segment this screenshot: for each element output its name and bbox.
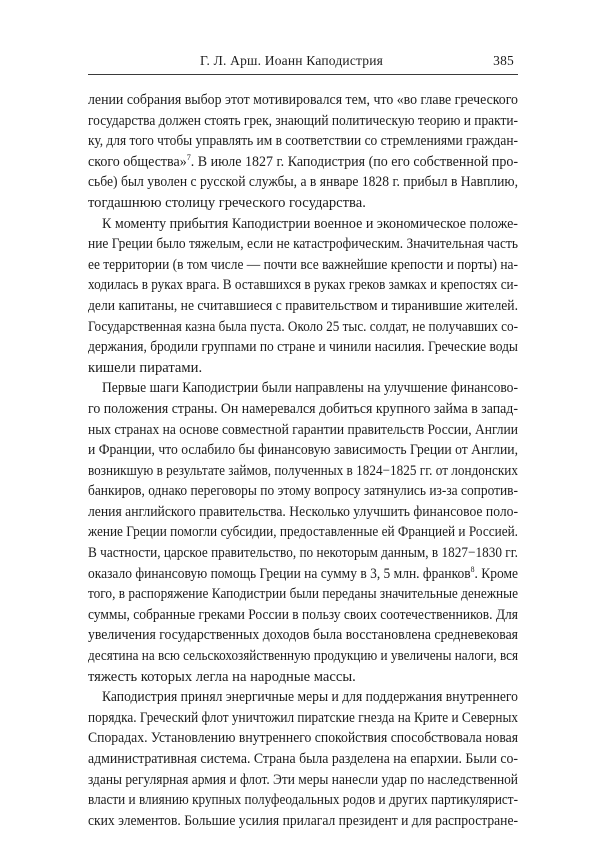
running-header (88, 52, 518, 75)
line-main-text: В частности, царское правительство, по некоторым данным, в 1827−1830 гг. (88, 545, 518, 562)
line-tail-text: . В июле 1827 г. Каподистрия (по его собственной про- (190, 153, 519, 170)
text-line (88, 790, 518, 811)
text-line (88, 111, 518, 132)
text-line (88, 275, 518, 296)
text-line (88, 749, 518, 770)
line-text (88, 481, 518, 502)
line-text (88, 708, 518, 729)
line-main-text: Спорадах. Установлению внутреннего спокойствия способствовала новая (88, 730, 519, 747)
text-line (88, 522, 518, 543)
line-main-text: ских элементов. Большие усилия прилагал президент и для распростране- (88, 812, 519, 829)
line-main-text: увеличения государственных доходов была восстановлена средневековая (88, 627, 519, 644)
line-text (88, 275, 518, 296)
text-line (88, 440, 518, 461)
line-main-text: оказало финансовую помощь Греции на сумму в 3, 5 млн. франков (88, 565, 471, 582)
line-main-text: государства должен стоять грек, знающий политическую теорию и практи- (88, 112, 518, 129)
line-main-text: ского общества» (88, 153, 187, 170)
line-text (88, 420, 518, 441)
page-number: 385 (493, 53, 514, 68)
line-main-text: кишели пиратами. (88, 359, 203, 376)
text-line (88, 502, 518, 523)
line-text (102, 687, 518, 708)
text-line (88, 461, 518, 482)
line-text (88, 317, 518, 338)
line-text (88, 152, 518, 173)
line-main-text: административная система. Страна была разделена на епархии. Были со- (88, 751, 519, 767)
line-main-text: ления английского правительства. Несколько улучшить финансовое поло- (88, 503, 519, 520)
line-text (88, 461, 518, 482)
line-text (88, 811, 518, 832)
footnote-marker: 8 (470, 563, 475, 574)
line-main-text: жение Греции помогли субсидии, предоставленные ей Францией и Россией. (88, 524, 518, 541)
line-main-text: банкиров, однако переговоры по этому вопросу затянулись из-за сопротив- (88, 483, 519, 500)
text-line (88, 420, 518, 441)
text-line (88, 337, 518, 358)
text-line (88, 584, 518, 605)
line-main-text: ние Греции было тяжелым, если не катастрофическим. Значительная часть (88, 236, 518, 253)
line-text (88, 502, 518, 523)
line-main-text: ку, для того чтобы управлять им в соответствии со стремлениями граждан- (88, 133, 519, 150)
line-text (88, 522, 518, 543)
line-text (88, 172, 518, 193)
line-main-text: ее территории (в том числе — почти все важнейшие крепости и порты) на- (88, 256, 518, 273)
line-text (88, 667, 356, 688)
line-text (88, 770, 518, 791)
text-line (88, 605, 518, 626)
line-text (88, 337, 518, 358)
text-line (88, 708, 518, 729)
text-line (88, 481, 518, 502)
running-title: Г. Л. Арш. Иоанн Каподистрия (200, 53, 384, 68)
text-line (88, 296, 518, 317)
line-text (88, 296, 518, 317)
line-text (102, 378, 518, 399)
line-text (88, 255, 518, 276)
line-text (88, 728, 518, 749)
text-line (88, 625, 518, 646)
line-main-text: десятина на всю сельскохозяйственную продукцию и увеличены налоги, вся (88, 648, 519, 665)
text-line (88, 728, 518, 749)
line-main-text: того, в распоряжение Каподистрии были переданы значительные денежные (88, 586, 518, 603)
line-main-text: ных странах на основе совместной гарантии правительств России, Англии (88, 421, 519, 438)
line-main-text: держания, бродили группами по стране и чинили насилия. Греческие воды (88, 339, 518, 356)
line-text (102, 214, 518, 235)
line-text (88, 90, 518, 111)
line-text (88, 584, 518, 605)
line-text (88, 358, 202, 379)
text-line (88, 193, 518, 214)
line-main-text: сьбе) был уволен с русской службы, а в январе 1828 г. прибыл в Навплию, (88, 174, 519, 191)
line-main-text: возникшую в результате займов, полученных в 1824−1825 гг. от лондонских (88, 462, 518, 479)
line-main-text: ходилась в руках врага. В оставшихся в руках греков замках и крепостях си- (88, 277, 519, 294)
line-main-text: власти и влиянию крупных полуфеодальных родов и других партикулярист- (88, 792, 518, 809)
text-line (88, 399, 518, 420)
line-main-text: К моменту прибытия Каподистрии военное и экономическое положе- (102, 215, 518, 232)
body-text (88, 90, 518, 831)
line-main-text: дели капитаны, не считавшиеся с правительством и тиранившие жителей. (88, 297, 518, 314)
text-line (88, 90, 518, 111)
text-line (88, 646, 518, 667)
line-main-text: Каподистрия принял энергичные меры и для поддержания внутреннего (102, 689, 518, 706)
line-main-text: тогдашнюю столицу греческого государства. (88, 194, 366, 211)
line-main-text: лении собрания выбор этот мотивировался тем, что «во главе греческого (88, 92, 518, 108)
text-line (88, 255, 518, 276)
footnote-marker: 7 (186, 151, 191, 162)
text-line (88, 811, 518, 832)
line-text (88, 399, 518, 420)
text-line (88, 667, 518, 688)
line-text (88, 625, 518, 646)
line-main-text: Государственная казна была пуста. Около 25 тыс. солдат, не получавших со- (88, 318, 518, 335)
text-line (88, 687, 518, 708)
line-text (88, 790, 518, 811)
line-text (88, 131, 518, 152)
line-text (88, 193, 366, 214)
text-line (88, 770, 518, 791)
line-main-text: Первые шаги Каподистрии были направлены на улучшение финансово- (102, 380, 519, 397)
line-text (88, 440, 518, 461)
line-text (88, 564, 518, 585)
line-main-text: суммы, собранные греками России в пользу своих соотечественников. Для (88, 606, 518, 623)
line-text (88, 111, 518, 132)
line-text (88, 543, 518, 564)
line-main-text: зданы регулярная армия и флот. Эти меры нанесли удар по наследственной (88, 771, 518, 788)
text-line (88, 378, 518, 399)
line-text (88, 646, 518, 667)
text-line (88, 131, 518, 152)
text-line (88, 152, 518, 173)
line-main-text: тяжесть которых легла на народные массы. (88, 668, 356, 685)
text-line (88, 358, 518, 379)
line-main-text: порядка. Греческий флот уничтожил пиратские гнезда на Крите и Северных (88, 709, 519, 726)
line-text (88, 749, 518, 770)
text-line (88, 543, 518, 564)
line-tail-text: . Кроме (474, 565, 519, 582)
text-line (88, 564, 518, 585)
line-text (88, 605, 518, 626)
line-main-text: и Франции, что ослабило бы финансовую зависимость Греции от Англии, (88, 442, 518, 459)
line-text (88, 234, 518, 255)
text-line (88, 214, 518, 235)
text-line (88, 317, 518, 338)
text-line (88, 234, 518, 255)
text-line (88, 172, 518, 193)
line-main-text: го положения страны. Он намеревался добиться крупного займа в запад- (88, 400, 518, 417)
